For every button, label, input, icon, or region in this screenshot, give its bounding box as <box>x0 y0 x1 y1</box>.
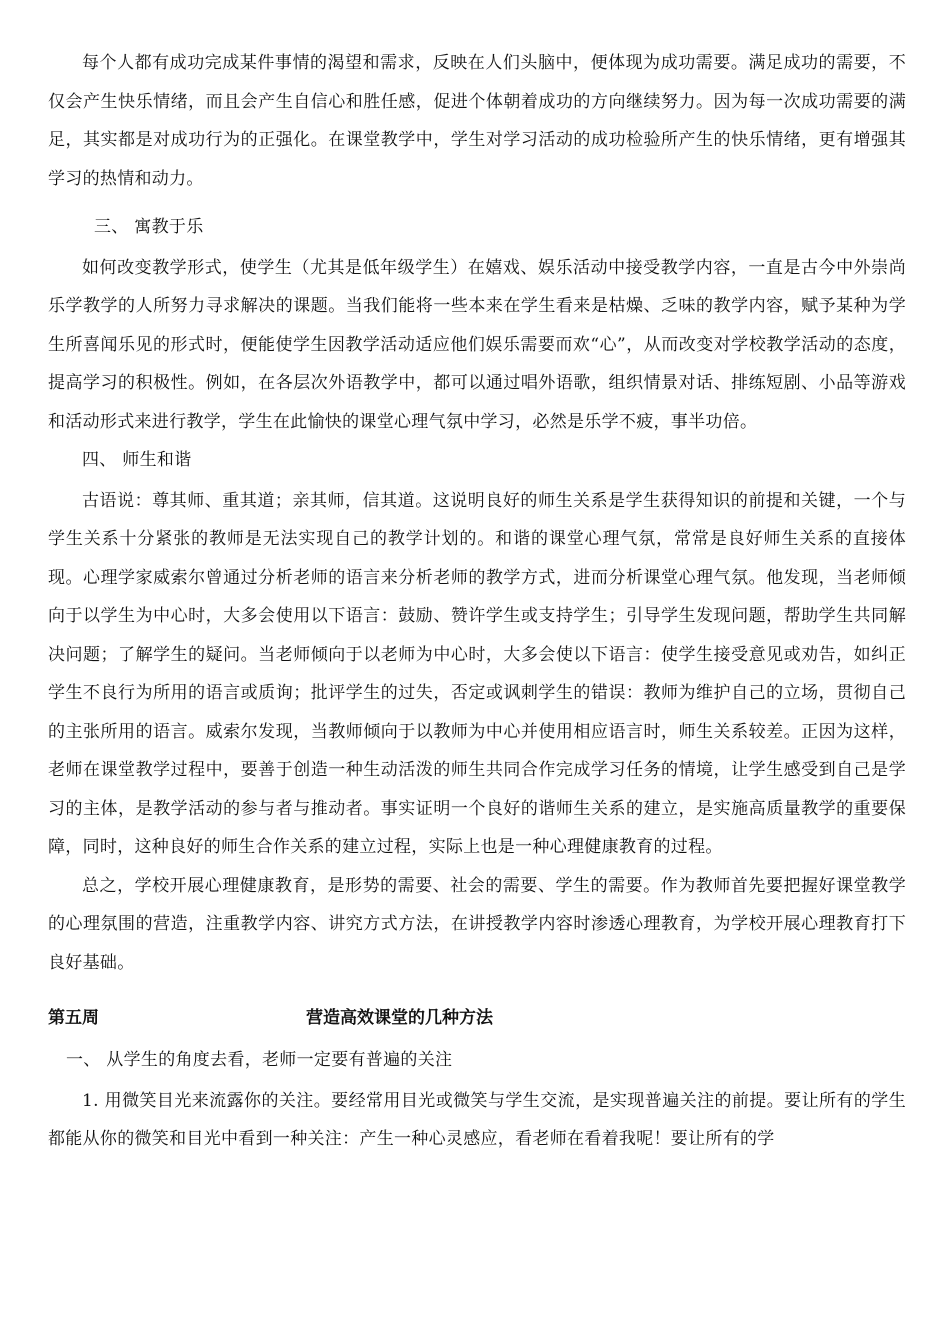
list-item-smile-and-gaze: 1. 用微笑目光来流露你的关注。要经常用目光或微笑与学生交流，是实现普遍关注的前提。要让所有的学生都能从你的微笑和目光中看到一种关注：产生一种心灵感应，看老师在看着我呢！要让所有的学 <box>48 1090 906 1149</box>
section-heading-teacher-student-harmony: 四、 师生和谐 <box>82 450 192 470</box>
paragraph-teacher-student-harmony: 古语说：尊其师、重其道；亲其师，信其道。这说明良好的师生关系是学生获得知识的前提和关键，一个与学生关系十分紧张的教师是无法实现自己的教学计划的。和谐的课堂心理气氛，常常是良好师生关系的直接体现。心理学家威索尔曾通过分析老师的语言来分析老师的教学方式，进而分析课堂心理气氛。他发现，当老师倾向于以学生为中心时，大多会使用以下语言：鼓励、赞许学生或支持学生；引导学生发现问题，帮助学生共同解决问题；了解学生的疑问。当老师倾向于以老师为中心时，大多会使以下语言：使学生接受意见或劝告，如纠正学生不良行为所用的语言或质询；批评学生的过失，否定或讽刺学生的错误：教师为维护自己的立场，贯彻自己的主张所用的语言。威索尔发现，当教师倾向于以教师为中心并使用相应语言时，师生关系较差。正因为这样，老师在课堂教学过程中，要善于创造一种生动活泼的师生共同合作完成学习任务的情境，让学生感受到自己是学习的主体，是教学活动的参与者与推动者。事实证明一个良好的谐师生关系的建立，是实施高质量教学的重要保障，同时，这种良好的师生合作关系的建立过程，实际上也是一种心理健康教育的过程。 <box>48 490 906 857</box>
section-heading-teach-through-fun: 三、 寓教于乐 <box>94 217 204 237</box>
paragraph-summary: 总之，学校开展心理健康教育，是形势的需要、社会的需要、学生的需要。作为教师首先要把握好课堂教学的心理氛围的营造，注重教学内容、讲究方式方法，在讲授教学内容时渗透心理教育，为学校开展心理教育打下良好基础。 <box>48 875 906 973</box>
paragraph-teach-through-fun: 如何改变教学形式，使学生（尤其是低年级学生）在嬉戏、娱乐活动中接受教学内容，一直是古今中外崇尚乐学教学的人所努力寻求解决的课题。当我们能将一些本来在学生看来是枯燥、乏味的教学内容，赋予某种为学生所喜闻乐见的形式时，便能使学生因教学活动适应他们娱乐需要而欢“心”，从而改变对学校教学活动的态度，提高学习的积极性。例如，在各层次外语教学中，都可以通过唱外语歌，组织情景对话、排练短剧、小品等游戏和活动形式来进行教学，学生在此愉快的课堂心理气氛中学习，必然是乐学不疲，事半功倍。 <box>48 257 906 432</box>
subsection-heading-universal-attention: 一、 从学生的角度去看，老师一定要有普遍的关注 <box>66 1050 453 1070</box>
week-title: 营造高效课堂的几种方法 <box>306 1008 493 1028</box>
week-number: 第五周 <box>48 1008 99 1028</box>
week-heading <box>48 999 906 1037</box>
paragraph-success-need: 每个人都有成功完成某件事情的渴望和需求，反映在人们头脑中，便体现为成功需要。满足成功的需要，不仅会产生快乐情绪，而且会产生自信心和胜任感，促进个体朝着成功的方向继续努力。因为每一次成功需要的满足，其实都是对成功行为的正强化。在课堂教学中，学生对学习活动的成功检验所产生的快乐情绪，更有增强其学习的热情和动力。 <box>48 53 906 189</box>
